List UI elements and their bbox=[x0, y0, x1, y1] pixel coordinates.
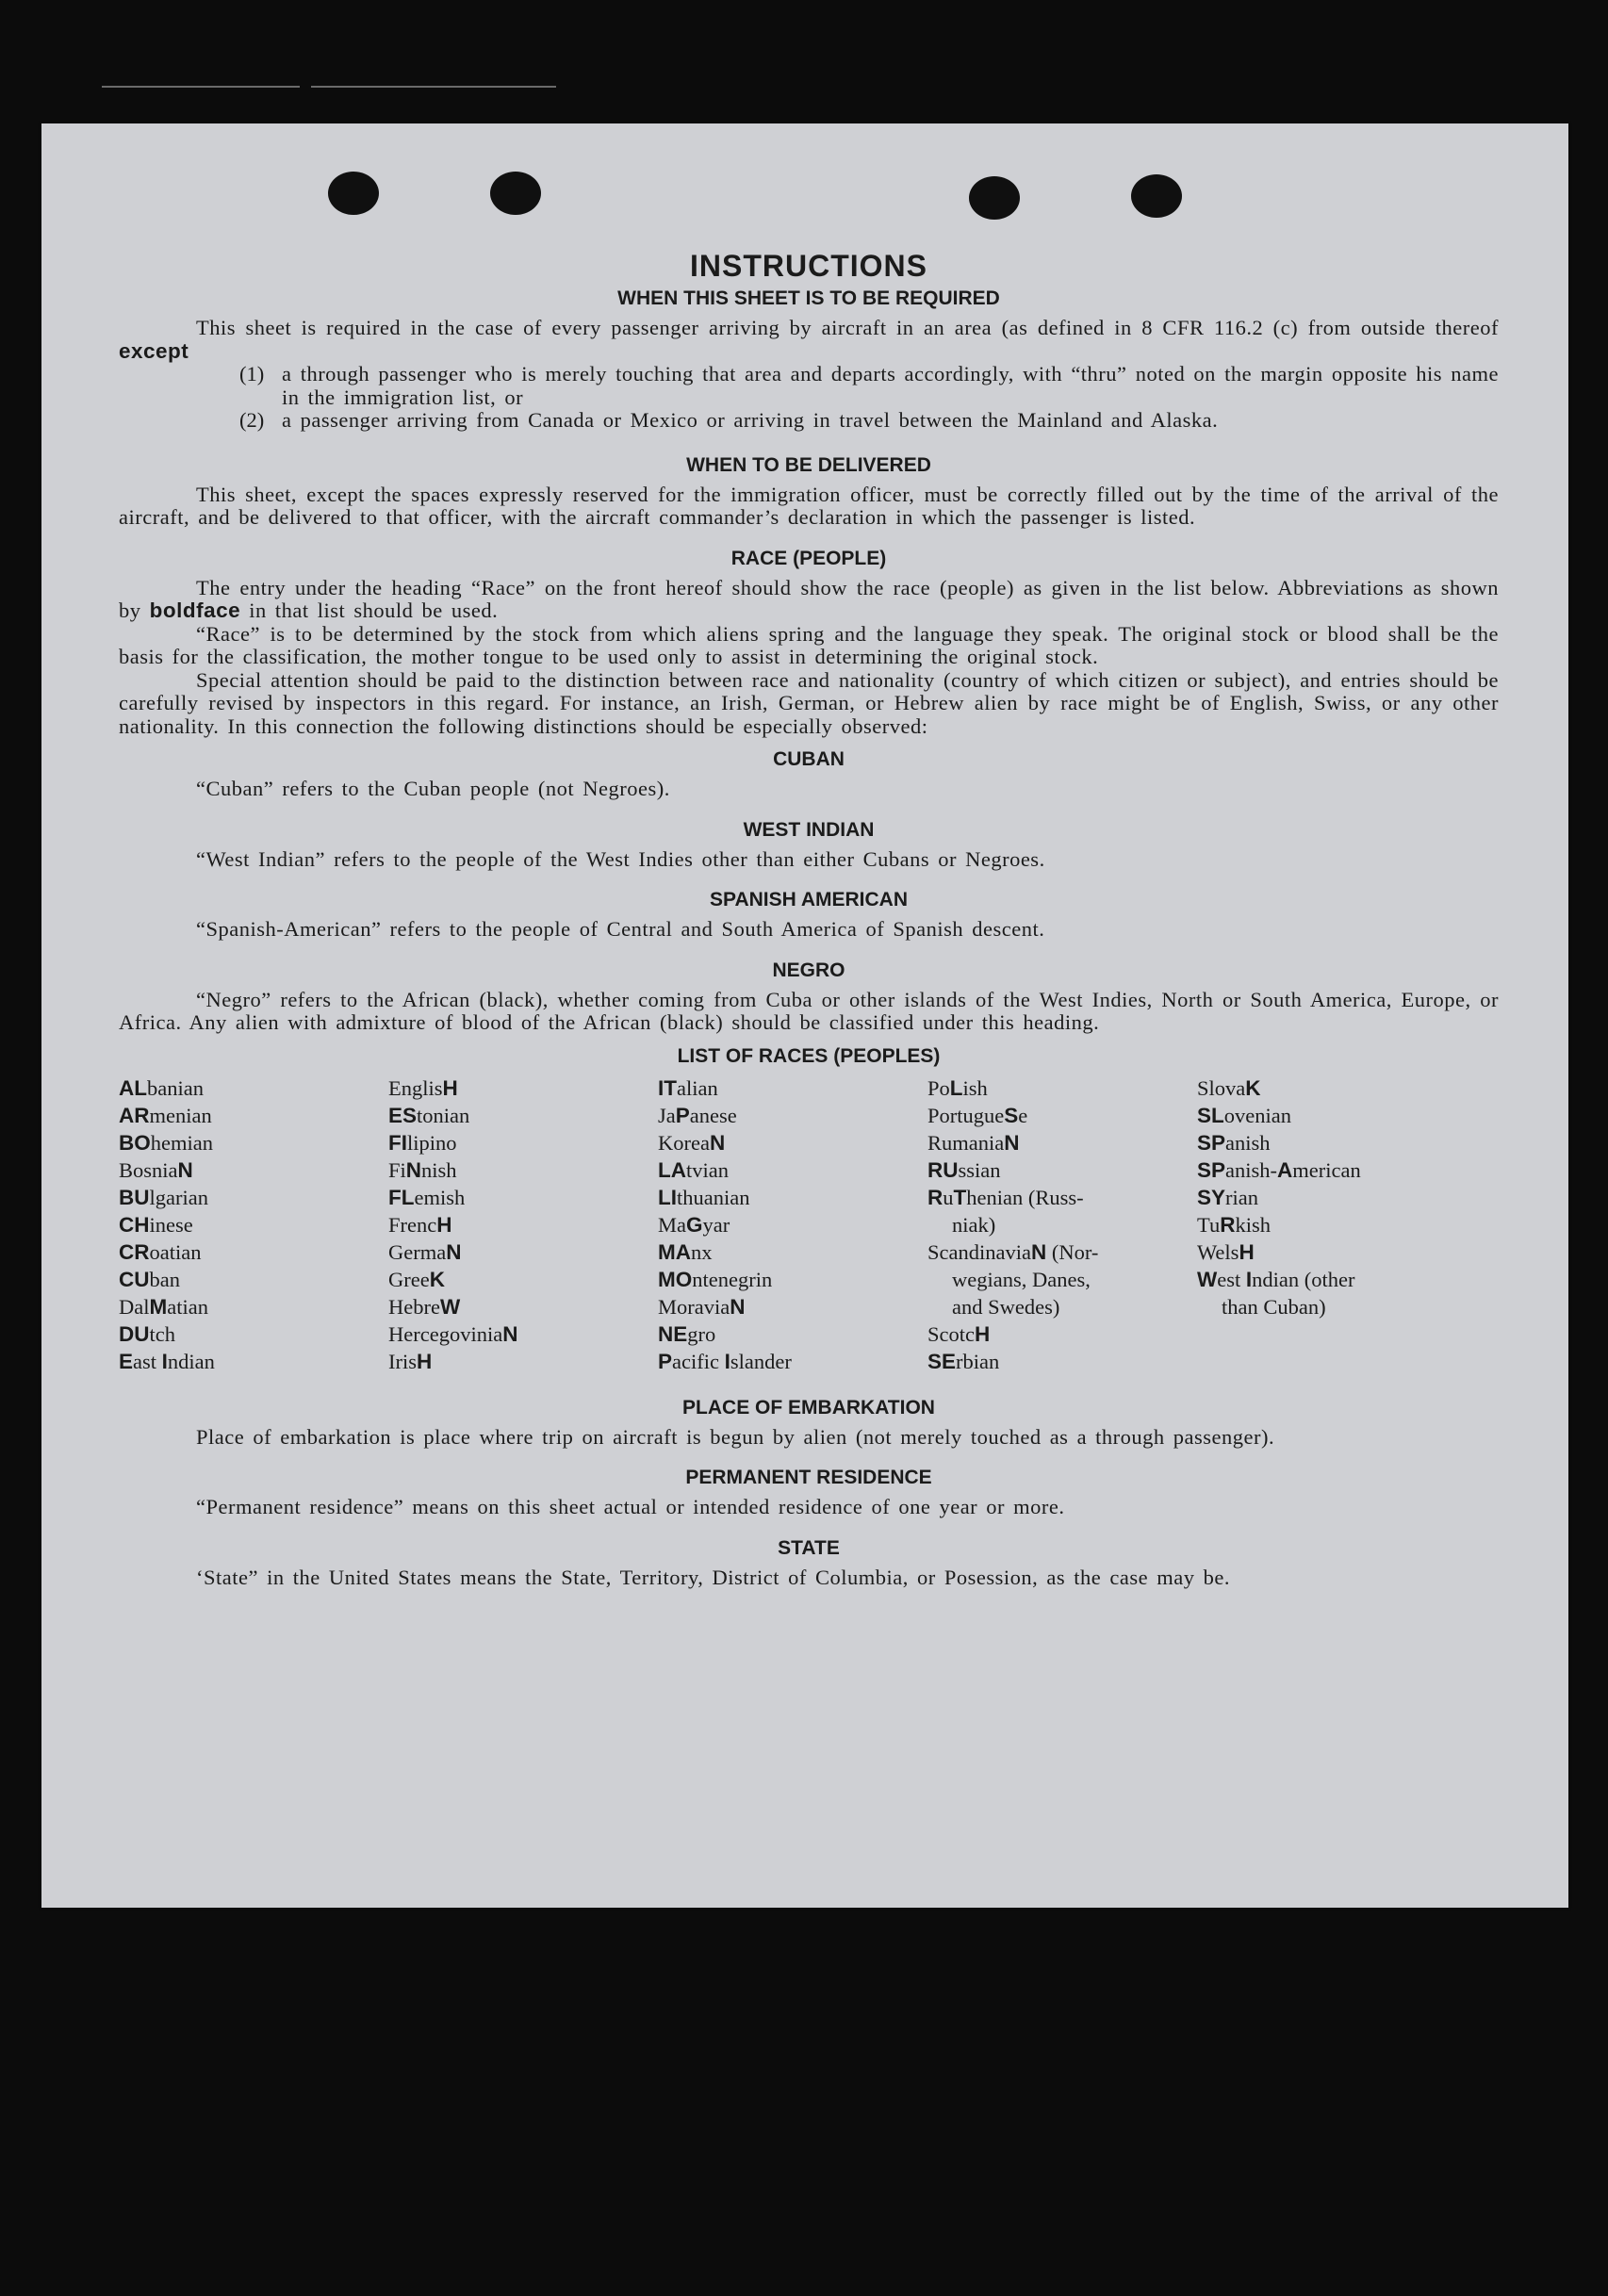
race-paragraph-2: “Race” is to be determined by the stock from which aliens spring and the language they speak. The original stock or blood shall be the basis for the classification, the mother tongue to be used only to assist in determining the original stock. bbox=[119, 621, 1499, 668]
race-entry: BUlgarian bbox=[119, 1185, 208, 1209]
punch-hole bbox=[1131, 174, 1182, 218]
race-entry: ALbanian bbox=[119, 1075, 204, 1100]
except-word: except bbox=[119, 338, 189, 363]
film-edge-line bbox=[311, 86, 556, 88]
race-entry: EnglisH bbox=[388, 1075, 458, 1100]
exception-item: (1) a through passenger who is merely touching that area and departs accordingly, with “thru” noted on the margin opposite his name in the immigration list, or bbox=[239, 362, 1499, 409]
race-entry: than Cuban) bbox=[1222, 1294, 1326, 1319]
race-entry: MOntenegrin bbox=[658, 1267, 773, 1291]
race-entry: HercegoviniaN bbox=[388, 1321, 518, 1346]
race-entry: SLovenian bbox=[1197, 1103, 1291, 1127]
west-indian-text: “West Indian” refers to the people of the West Indies other than either Cubans or Negroes. bbox=[196, 846, 1045, 871]
race-entry: PortugueSe bbox=[927, 1103, 1028, 1127]
races-column bbox=[1197, 1074, 1480, 1375]
delivered-text: This sheet, except the spaces expressly reserved for the immigration officer, must be correctly filled out by the time of the arrival of the aircraft, and be delivered to that officer, with the aircraft commander’s declaration in which the passenger is listed. bbox=[119, 482, 1499, 529]
heading-spanish-american: SPANISH AMERICAN bbox=[709, 889, 908, 910]
race-entry: RUssian bbox=[927, 1157, 1001, 1182]
race-entry: EStonian bbox=[388, 1103, 470, 1127]
race-entry: West Indian (other bbox=[1197, 1267, 1355, 1291]
race-entry: RumaniaN bbox=[927, 1130, 1020, 1155]
race-entry: ITalian bbox=[658, 1075, 718, 1100]
race-entry: East Indian bbox=[119, 1349, 215, 1373]
races-column bbox=[927, 1074, 1197, 1375]
race-entry: ARmenian bbox=[119, 1103, 212, 1127]
heading-negro: NEGRO bbox=[772, 959, 845, 981]
heading-state: STATE bbox=[778, 1536, 840, 1559]
race-entry: IrisH bbox=[388, 1349, 433, 1373]
race-entry: RuThenian (Russ- bbox=[927, 1185, 1084, 1209]
race-paragraph-1: The entry under the heading “Race” on the front hereof should show the race (people) as given in the list below. Abbreviations as shown by boldface in that list should be used. bbox=[119, 575, 1499, 622]
embarkation-text: Place of embarkation is place where trip on aircraft is begun by alien (not merely touched as a through passenger). bbox=[196, 1424, 1275, 1449]
race-entry: GreeK bbox=[388, 1267, 445, 1291]
heading-cuban: CUBAN bbox=[773, 748, 845, 770]
race-entry: SlovaK bbox=[1197, 1075, 1261, 1100]
race-entry: wegians, Danes, bbox=[952, 1267, 1091, 1291]
heading-west-indian: WEST INDIAN bbox=[743, 818, 875, 841]
race-entry: Pacific Islander bbox=[658, 1349, 792, 1373]
race-entry: and Swedes) bbox=[952, 1294, 1060, 1319]
race-entry: GermaN bbox=[388, 1239, 462, 1264]
race-entry: LAtvian bbox=[658, 1157, 729, 1182]
race-entry: DUtch bbox=[119, 1321, 175, 1346]
punch-hole bbox=[490, 172, 541, 215]
heading-race: RACE (PEOPLE) bbox=[730, 547, 887, 569]
race-entry: HebreW bbox=[388, 1294, 461, 1319]
race-entry: MAnx bbox=[658, 1239, 713, 1264]
races-column bbox=[119, 1074, 388, 1375]
document-body bbox=[119, 244, 1499, 1589]
negro-text: “Negro” refers to the African (black), whether coming from Cuba or other islands of the West Indies, North or South America, Europe, or Africa. Any alien with admixture of blood of the African (black) should be classified under this heading. bbox=[119, 987, 1499, 1034]
race-entry: TuRkish bbox=[1197, 1212, 1271, 1237]
race-entry: niak) bbox=[952, 1212, 996, 1237]
page-title: INSTRUCTIONS bbox=[690, 249, 927, 283]
heading-when-required: WHEN THIS SHEET IS TO BE REQUIRED bbox=[617, 287, 1000, 309]
cuban-text: “Cuban” refers to the Cuban people (not Negroes). bbox=[196, 777, 670, 800]
race-entry: NEgro bbox=[658, 1321, 716, 1346]
race-entry: FLemish bbox=[388, 1185, 466, 1209]
race-entry: WelsH bbox=[1197, 1239, 1255, 1264]
race-entry: ScandinaviaN (Nor- bbox=[927, 1239, 1099, 1264]
punch-hole bbox=[328, 172, 379, 215]
race-entry: CUban bbox=[119, 1267, 180, 1291]
race-entry: LIthuanian bbox=[658, 1185, 750, 1209]
race-entry: CHinese bbox=[119, 1212, 193, 1237]
race-entry: KoreaN bbox=[658, 1130, 726, 1155]
race-entry: SPanish bbox=[1197, 1130, 1271, 1155]
exception-item: (2) a passenger arriving from Canada or Mexico or arriving in travel between the Mainland and Alaska. bbox=[239, 408, 1219, 432]
races-column bbox=[388, 1074, 658, 1375]
race-entry: DalMatian bbox=[119, 1294, 208, 1319]
race-entry: ScotcH bbox=[927, 1321, 991, 1346]
race-entry: MoraviaN bbox=[658, 1294, 746, 1319]
race-paragraph-3: Special attention should be paid to the distinction between race and nationality (country of which citizen or subject), and entries should be carefully revised by inspectors in this regard. For instance, an Irish, German, or Hebrew alien by race might be of English, Swiss, or any other nationality. In this connection the following distinctions should be especially observed: bbox=[119, 667, 1499, 738]
state-text: ‘State” in the United States means the State, Territory, District of Columbia, or Posession, as the case may be. bbox=[196, 1565, 1230, 1589]
race-entry: SPanish-American bbox=[1197, 1157, 1361, 1182]
heading-place-of-embarkation: PLACE OF EMBARKATION bbox=[682, 1396, 935, 1419]
race-entry: PoLish bbox=[927, 1075, 988, 1100]
boldface-word: boldface bbox=[149, 599, 241, 622]
race-entry: FiNnish bbox=[388, 1157, 457, 1182]
required-intro: This sheet is required in the case of every passenger arriving by aircraft in an area (as defined in 8 CFR 116.2 (c) from outside thereof except bbox=[119, 316, 1499, 363]
heading-when-delivered: WHEN TO BE DELIVERED bbox=[686, 453, 931, 476]
race-entry: SYrian bbox=[1197, 1185, 1258, 1209]
punch-hole bbox=[969, 176, 1020, 220]
race-entry: SErbian bbox=[927, 1349, 1000, 1373]
race-entry: BOhemian bbox=[119, 1130, 213, 1155]
races-list bbox=[119, 1074, 1499, 1375]
residence-text: “Permanent residence” means on this sheet actual or intended residence of one year or more. bbox=[196, 1495, 1065, 1518]
instruction-sheet bbox=[41, 123, 1568, 1908]
race-entry: CRoatian bbox=[119, 1239, 202, 1264]
film-edge-line bbox=[102, 86, 300, 88]
race-entry: MaGyar bbox=[658, 1212, 730, 1237]
race-entry: BosniaN bbox=[119, 1157, 193, 1182]
races-column bbox=[658, 1074, 927, 1375]
spanish-american-text: “Spanish-American” refers to the people of Central and South America of Spanish descent. bbox=[196, 917, 1045, 941]
race-entry: JaPanese bbox=[658, 1103, 737, 1127]
race-entry: FIlipino bbox=[388, 1130, 457, 1155]
race-entry: FrencH bbox=[388, 1212, 452, 1237]
heading-list-of-races: LIST OF RACES (PEOPLES) bbox=[677, 1044, 941, 1067]
heading-permanent-residence: PERMANENT RESIDENCE bbox=[685, 1467, 932, 1488]
